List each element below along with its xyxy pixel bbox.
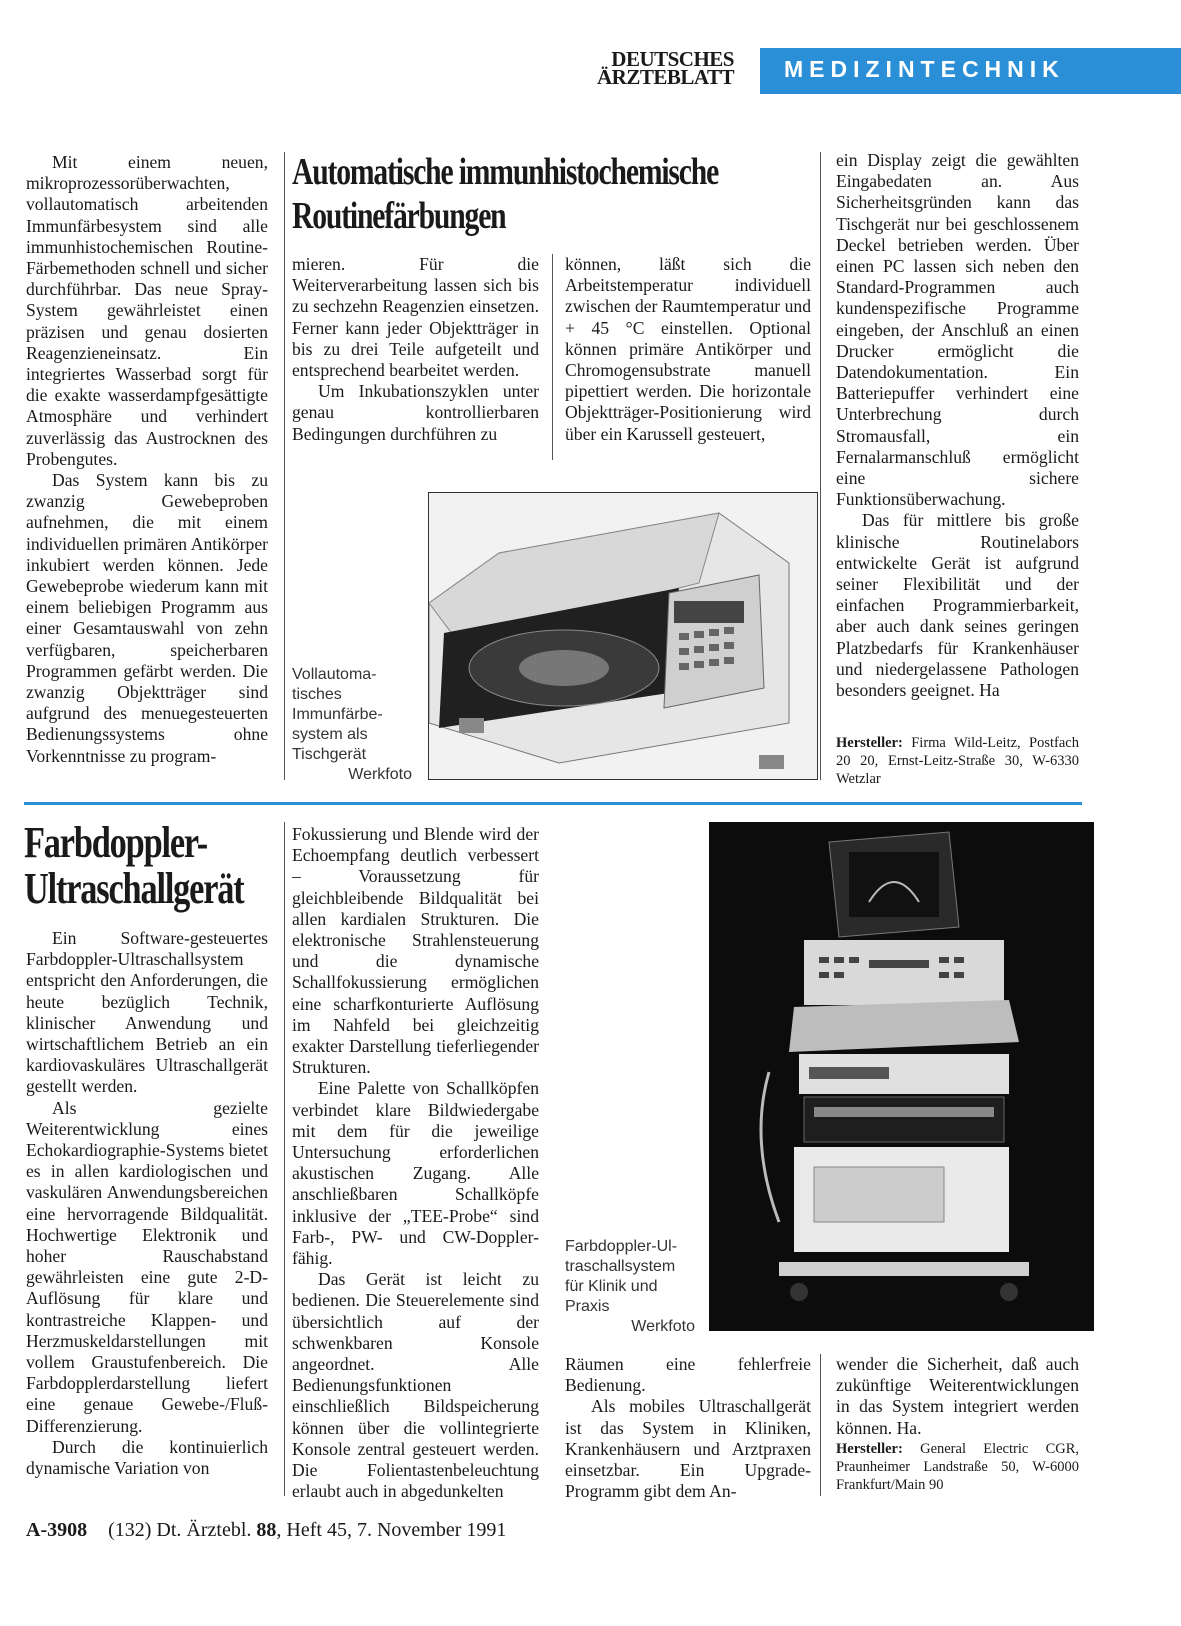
paragraph: mieren. Für die Weiterverarbeitung lassen sich bis zu sechzehn Reagenzien einsetzen. Ferner kann jeder Objektträger in bis zu drei Teile aufgeteilt und entsprechend bearbeitet werden.	[292, 254, 539, 381]
article1-headline	[292, 150, 718, 238]
column-divider	[820, 1354, 821, 1496]
article1-manufacturer	[836, 734, 1079, 788]
headline-line2: Ultraschallgerät	[24, 864, 244, 913]
caption-line: system als	[292, 726, 368, 743]
manufacturer-text: Firma Wild-Leitz, Postfach 20 20, Ernst-Leitz-Straße 30, W-6330 Wetzlar	[836, 735, 1079, 787]
article2-column2	[292, 824, 539, 1503]
journal-ref: (132) Dt. Ärztebl.	[108, 1519, 252, 1541]
masthead-line2: ÄRZTEBLATT	[597, 65, 734, 89]
paragraph: Ein Software-gesteuertes Farbdoppler-Ultraschallsystem entspricht den Anforderungen, die heute bezüglich Technik, klinischer Anwendung und wirtschaftlichem Betrieb an ein kardiovaskuläres Ultraschallgerät gestellt werden.	[26, 928, 268, 1097]
article1-column3	[565, 254, 811, 445]
article1-column2	[292, 254, 539, 445]
column-divider	[820, 152, 821, 780]
paragraph: Mit einem neuen, mikroprozessorüberwachten, vollautomatisch arbeitenden Immunfärbesystem sind alle immunhistochemischen Routine-Färbemethoden schnell und sicher durchführbar. Das neue Spray-System gewährleistet einen präzisen und genau dosierten Reagenzieneinsatz. Ein integriertes Wasserbad sorgt für die exakte wasserdampfgesättigte Atmosphäre und verhindert zuverlässig das Austrocknen des Probengutes.	[26, 152, 268, 469]
ultrasound-illustration	[709, 822, 1094, 1331]
caption-line: traschallsystem	[565, 1258, 676, 1275]
caption-line: Vollautoma-	[292, 666, 377, 683]
paragraph: Eine Palette von Schallköpfen verbindet klare Bildwiedergabe mit dem für die jeweilige Untersuchung erforderlichen akustischen Zugang. Alle anschließbaren Schallköpfe inklusive der „TEE-Probe“ sind Farb-, PW- und CW-Doppler-fähig.	[292, 1078, 539, 1269]
caption-credit: Werkfoto	[348, 766, 412, 783]
paragraph: Das Gerät ist leicht zu bedienen. Die Steuerelemente sind übersichtlich auf der schwenkbaren Konsole angeordnet. Alle Bedienungsfunktionen einschließlich Bildspeicherung können über die vollintegrierte Konsole zentral gesteuert werden. Die Folientastenbeleuchtung erlaubt auch in abgedunkelten	[292, 1269, 539, 1502]
caption-line: Farbdoppler-Ul-	[565, 1238, 678, 1255]
paragraph: ein Display zeigt die gewählten Eingabedaten an. Aus Sicherheitsgründen kann das Tischgerät nur bei geschlossenem Deckel betrieben werden. Über einen PC lassen sich neben den Standard-Programmen auch kundenspezifische Programme eingeben, der Anschluß an einen Drucker ermöglicht die Datendokumentation. Ein Batteriepuffer verhindert eine Unterbrechung durch Stromausfall, ein Fernalarmanschluß ermöglicht eine sichere Funktionsüberwachung.	[836, 150, 1079, 510]
headline-line1: Automatische immunhistochemische	[292, 151, 719, 193]
paragraph: Um Inkubationszyklen unter genau kontrollierbaren Bedingungen durchführen zu	[292, 381, 539, 444]
column-divider	[284, 152, 285, 780]
paragraph: können, läßt sich die Arbeitstemperatur individuell zwischen der Raumtemperatur und + 45 °C einstellen. Optional können primäre Antikörper und Chromogensubstrate manuell pipettiert werden. Die horizontale Objektträger-Positionierung wird über ein Karussell gesteuert,	[565, 254, 811, 444]
article2-caption	[565, 1237, 695, 1337]
manufacturer-label: Hersteller:	[836, 1441, 903, 1457]
paragraph: Das für mittlere bis große klinische Routinelabors entwickelte Gerät ist aufgrund seiner Flexibilität und der einfachen Programmierbarkeit, aber auch dank seines geringen Platzbedarfs für Krankenhäuser und niedergelassene Pathologen besonders geeignet. Ha	[836, 510, 1079, 701]
article1-column1	[26, 152, 268, 767]
masthead	[582, 47, 734, 89]
article1-caption	[292, 665, 412, 785]
section-divider	[24, 802, 1082, 805]
paragraph: Durch die kontinuierlich dynamische Variation von	[26, 1436, 268, 1479]
caption-line: tisches	[292, 686, 342, 703]
article1-column4	[836, 150, 1079, 701]
manufacturer-text: General Electric CGR, Praunheimer Landstraße 50, W-6000 Frankfurt/Main 90	[836, 1441, 1080, 1493]
caption-line: für Klinik und	[565, 1278, 658, 1295]
paragraph: wender die Sicherheit, daß auch zukünftige Weiterentwicklungen in das System integriert werden können. Ha.	[836, 1354, 1079, 1438]
photo-ultrasound-system	[709, 822, 1094, 1331]
photo-immunostaining-device	[428, 492, 818, 780]
masthead-line1: DEUTSCHES	[611, 47, 734, 71]
device-illustration	[429, 493, 817, 779]
paragraph: Fokussierung und Blende wird der Echoempfang deutlich verbessert – Voraussetzung für gleichbleibende Bildqualität bei allen kardialen Strukturen. Die elektronische Strahlensteuerung und die dynamische Schallfokussierung ermöglichen eine scharfkonturierte Auflösung im Nahfeld bei gleichzeitig exakter Darstellung tieferliegender Strukturen.	[292, 824, 539, 1078]
section-label: MEDIZINTECHNIK	[784, 56, 1065, 82]
page-footer	[26, 1519, 506, 1542]
paragraph: Räumen eine fehlerfreie Bedienung.	[565, 1354, 811, 1396]
paragraph: Als mobiles Ultraschallgerät ist das System in Kliniken, Krankenhäusern und Arztpraxen einsetzbar. Ein Upgrade-Programm gibt dem An-	[565, 1396, 811, 1502]
caption-credit: Werkfoto	[631, 1318, 695, 1335]
paragraph: Das System kann bis zu zwanzig Gewebeproben aufnehmen, die mit einem individuellen primären Antikörper inkubiert werden können. Jede Gewebeprobe wiederum kann mit einem beliebigen Programm aus einer Gesamtauswahl von zehn verfügbaren, speicherbaren Programmen gefärbt werden. Die zwanzig Objektträger sind aufgrund des menuegesteuerten Bedienungssystems ohne Vorkenntnisse zu program-	[26, 470, 268, 766]
caption-line: Immunfärbe-	[292, 706, 383, 723]
headline-line2: Routinefärbungen	[292, 195, 506, 237]
page-number: A-3908	[26, 1519, 88, 1541]
paragraph: Als gezielte Weiterentwicklung eines Echokardiographie-Systems bietet es in allen kardiologischen und vaskulären Anwendungsbereichen eine hervorragende Bildqualität. Hochwertige Elektronik und hoher Rauschabstand gewährleisten eine gute 2-D-Auflösung für klare und kontrastreiche Klappen- und Herzmuskeldarstellungen mit vollem Graustufenbereich. Die Farbdopplerdarstellung liefert eine genaue Gewebe-/Fluß-Differenzierung.	[26, 1097, 268, 1436]
column-divider	[284, 822, 285, 1496]
article2-column3	[565, 1354, 811, 1502]
article2-headline	[24, 820, 244, 912]
caption-line: Praxis	[565, 1298, 610, 1315]
article2-manufacturer	[836, 1440, 1079, 1494]
article2-column1	[26, 928, 268, 1479]
caption-line: Tischgerät	[292, 746, 367, 763]
section-bar	[760, 48, 1181, 94]
issue-date: , Heft 45, 7. November 1991	[276, 1519, 507, 1541]
column-divider	[552, 254, 553, 460]
headline-line1: Farbdoppler-	[24, 818, 207, 867]
article2-column4	[836, 1354, 1079, 1439]
volume-number: 88	[256, 1519, 277, 1541]
manufacturer-label: Hersteller:	[836, 735, 903, 751]
